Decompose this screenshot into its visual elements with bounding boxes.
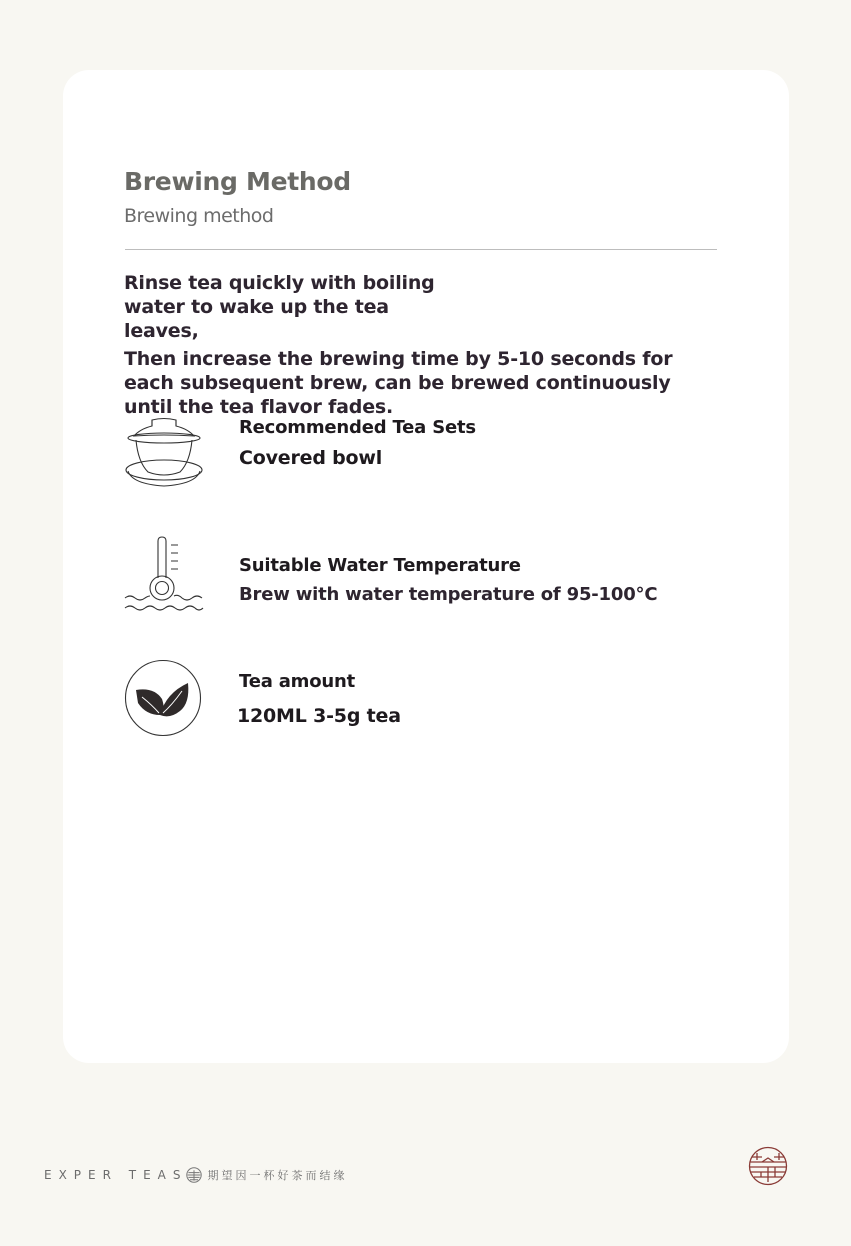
tea-amount-value: 120ML 3-5g tea (237, 705, 401, 727)
brand-slogan: 期望因一杯好茶而结缘 (207, 1169, 348, 1182)
tea-sets-label: Recommended Tea Sets (239, 417, 476, 438)
thermometer-water-icon (124, 536, 204, 616)
tea-leaves-icon (124, 659, 204, 739)
footer-brand (44, 1167, 348, 1183)
section-subtitle: Brewing method (124, 205, 274, 227)
section-title: Brewing Method (124, 167, 351, 196)
mini-seal-icon (186, 1167, 202, 1183)
divider (125, 249, 717, 250)
instruction-rinse: Rinse tea quickly with boiling water to wake up the tea leaves, (124, 272, 435, 342)
water-temp-label: Suitable Water Temperature (239, 555, 521, 576)
instruction-steep: Then increase the brewing time by 5-10 seconds for each subsequent brew, can be brewed continuously until the tea flavor fades. (124, 348, 673, 418)
water-temp-value: Brew with water temperature of 95-100°C (239, 584, 658, 605)
tea-sets-value: Covered bowl (239, 447, 383, 469)
covered-bowl-icon (124, 414, 204, 494)
tea-seal-logo (748, 1146, 788, 1186)
brand-name: EXPER TEAS (44, 1168, 188, 1182)
tea-amount-label: Tea amount (239, 671, 356, 692)
brewing-instructions (124, 271, 724, 419)
